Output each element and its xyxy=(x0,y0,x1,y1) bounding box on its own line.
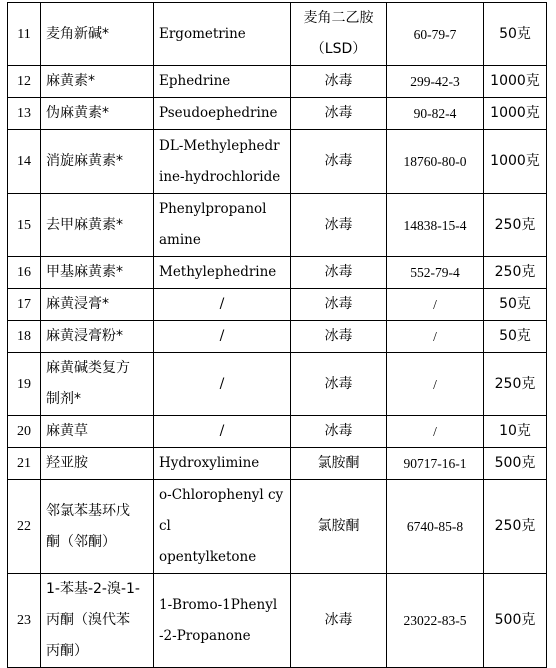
amount-cell: 10克 xyxy=(484,416,547,448)
category-cell xyxy=(291,257,387,289)
chinese-name-cell-line: 羟亚胺 xyxy=(46,455,88,471)
precursor-chemicals-table xyxy=(7,2,547,668)
amount-cell: 50克 xyxy=(484,289,547,321)
chinese-name-cell-line: 麻黄草 xyxy=(46,423,88,439)
table-row xyxy=(8,130,547,194)
table-row xyxy=(8,98,547,130)
chinese-name-cell-line: 邻氯苯基环戊 xyxy=(46,502,130,519)
chinese-name-cell-line: 甲基麻黄素* xyxy=(46,264,123,280)
chinese-name-cell-line: 麻黄素* xyxy=(46,73,95,89)
english-name-cell xyxy=(154,257,291,289)
cas-number-cell: 6740-85-8 xyxy=(387,480,484,574)
chinese-name-cell xyxy=(41,289,154,321)
chinese-name-cell xyxy=(41,130,154,194)
table-row xyxy=(8,448,547,480)
amount-cell: 250克 xyxy=(484,480,547,574)
english-name-cell-line: Ephedrine xyxy=(159,73,231,89)
amount-cell: 250克 xyxy=(484,257,547,289)
category-cell xyxy=(291,416,387,448)
category-cell xyxy=(291,353,387,416)
amount-cell: 1000克 xyxy=(484,130,547,194)
table-row xyxy=(8,416,547,448)
category-cell-line: （LSD） xyxy=(310,41,367,57)
chinese-name-cell-line: 麻黄碱类复方 xyxy=(46,360,130,376)
cas-number-cell: 23022-83-5 xyxy=(387,574,484,668)
row-number-cell: 12 xyxy=(8,66,41,98)
table-row xyxy=(8,321,547,353)
chinese-name-cell-line: 伪麻黄素* xyxy=(46,105,109,121)
category-cell xyxy=(291,480,387,574)
english-name-cell-line: / xyxy=(219,423,225,439)
chinese-name-cell-line: 1-苯基-2-溴-1- xyxy=(46,581,140,597)
category-cell-line: 冰毒 xyxy=(324,73,353,89)
amount-cell: 1000克 xyxy=(484,66,547,98)
english-name-cell-line: cl xyxy=(159,518,171,534)
category-cell-line: 冰毒 xyxy=(324,105,353,121)
table-row xyxy=(8,289,547,321)
chinese-name-cell-line: 丙酮（溴代苯 xyxy=(46,612,130,628)
amount-cell: 250克 xyxy=(484,353,547,416)
category-cell xyxy=(291,289,387,321)
english-name-cell-line: / xyxy=(219,328,225,344)
english-name-cell xyxy=(154,66,291,98)
category-cell xyxy=(291,448,387,480)
amount-cell: 250克 xyxy=(484,194,547,257)
category-cell xyxy=(291,98,387,130)
table-row xyxy=(8,66,547,98)
row-number-cell: 21 xyxy=(8,448,41,480)
chinese-name-cell-line: 消旋麻黄素* xyxy=(46,153,123,169)
cas-number-cell: / xyxy=(387,353,484,416)
english-name-cell-line: o-Chlorophenyl cy xyxy=(159,487,284,503)
chinese-name-cell-line: 麦角新碱* xyxy=(46,25,109,42)
row-number-cell: 13 xyxy=(8,98,41,130)
chinese-name-cell xyxy=(41,448,154,480)
table-row xyxy=(8,257,547,289)
table-body xyxy=(8,3,547,668)
table-row xyxy=(8,574,547,668)
english-name-cell xyxy=(154,353,291,416)
chinese-name-cell xyxy=(41,480,154,574)
cas-number-cell: 299-42-3 xyxy=(387,66,484,98)
category-cell-line: 冰毒 xyxy=(324,423,353,439)
amount-cell: 500克 xyxy=(484,574,547,668)
row-number-cell: 15 xyxy=(8,194,41,257)
row-number-cell: 18 xyxy=(8,321,41,353)
chinese-name-cell-line: 去甲麻黄素* xyxy=(46,216,123,233)
category-cell-line: 冰毒 xyxy=(324,296,353,312)
cas-number-cell: / xyxy=(387,321,484,353)
english-name-cell xyxy=(154,480,291,574)
row-number-cell: 20 xyxy=(8,416,41,448)
table-row xyxy=(8,480,547,574)
english-name-cell-line: Phenylpropanol xyxy=(159,201,267,217)
english-name-cell-line: ine-hydrochloride xyxy=(159,168,281,185)
amount-cell: 1000克 xyxy=(484,98,547,130)
english-name-cell-line: DL-Methylephedr xyxy=(159,137,280,154)
category-cell-line: 麦角二乙胺 xyxy=(303,10,374,26)
english-name-cell-line: Methylephedrine xyxy=(159,264,277,280)
category-cell-line: 氯胺酮 xyxy=(317,518,360,534)
category-cell xyxy=(291,574,387,668)
row-number-cell: 16 xyxy=(8,257,41,289)
english-name-cell-line: / xyxy=(219,296,225,312)
row-number-cell: 17 xyxy=(8,289,41,321)
english-name-cell xyxy=(154,416,291,448)
category-cell-line: 冰毒 xyxy=(324,328,353,344)
table-row xyxy=(8,194,547,257)
english-name-cell-line: -2-Propanone xyxy=(159,627,251,644)
table-row xyxy=(8,353,547,416)
english-name-cell xyxy=(154,448,291,480)
amount-cell: 50克 xyxy=(484,3,547,66)
row-number-cell: 22 xyxy=(8,480,41,574)
chinese-name-cell xyxy=(41,257,154,289)
english-name-cell xyxy=(154,321,291,353)
chinese-name-cell xyxy=(41,321,154,353)
chinese-name-cell xyxy=(41,353,154,416)
category-cell-line: 冰毒 xyxy=(324,264,353,280)
english-name-cell-line: amine xyxy=(159,232,201,248)
row-number-cell: 14 xyxy=(8,130,41,194)
category-cell-line: 冰毒 xyxy=(324,216,353,233)
cas-number-cell: 18760-80-0 xyxy=(387,130,484,194)
english-name-cell-line: Pseudoephedrine xyxy=(159,105,278,121)
english-name-cell xyxy=(154,98,291,130)
row-number-cell: 11 xyxy=(8,3,41,66)
chinese-name-cell xyxy=(41,3,154,66)
chinese-name-cell xyxy=(41,66,154,98)
amount-cell: 500克 xyxy=(484,448,547,480)
chinese-name-cell xyxy=(41,416,154,448)
cas-number-cell: 14838-15-4 xyxy=(387,194,484,257)
english-name-cell-line: / xyxy=(219,375,225,392)
english-name-cell-line: opentylketone xyxy=(159,549,257,565)
chinese-name-cell-line: 麻黄浸膏粉* xyxy=(46,328,123,344)
english-name-cell-line: 1-Bromo-1Phenyl xyxy=(159,596,278,613)
category-cell-line: 氯胺酮 xyxy=(317,455,360,471)
category-cell xyxy=(291,130,387,194)
category-cell-line: 冰毒 xyxy=(324,153,353,169)
english-name-cell xyxy=(154,130,291,194)
row-number-cell: 19 xyxy=(8,353,41,416)
english-name-cell-line: Hydroxylimine xyxy=(159,455,260,471)
chinese-name-cell xyxy=(41,98,154,130)
cas-number-cell: 90717-16-1 xyxy=(387,448,484,480)
table-row xyxy=(8,3,547,66)
cas-number-cell: 60-79-7 xyxy=(387,3,484,66)
cas-number-cell: 552-79-4 xyxy=(387,257,484,289)
chinese-name-cell xyxy=(41,574,154,668)
english-name-cell xyxy=(154,3,291,66)
english-name-cell xyxy=(154,289,291,321)
category-cell xyxy=(291,3,387,66)
chinese-name-cell xyxy=(41,194,154,257)
cas-number-cell: 90-82-4 xyxy=(387,98,484,130)
category-cell xyxy=(291,321,387,353)
chinese-name-cell-line: 制剂* xyxy=(46,391,81,407)
category-cell xyxy=(291,194,387,257)
category-cell xyxy=(291,66,387,98)
chinese-name-cell-line: 酮（邻酮） xyxy=(46,533,116,550)
category-cell-line: 冰毒 xyxy=(324,375,353,392)
chinese-name-cell-line: 丙酮） xyxy=(46,643,88,659)
row-number-cell: 23 xyxy=(8,574,41,668)
english-name-cell xyxy=(154,194,291,257)
english-name-cell xyxy=(154,574,291,668)
english-name-cell-line: Ergometrine xyxy=(159,25,246,42)
amount-cell: 50克 xyxy=(484,321,547,353)
cas-number-cell: / xyxy=(387,289,484,321)
category-cell-line: 冰毒 xyxy=(324,612,353,628)
cas-number-cell: / xyxy=(387,416,484,448)
chinese-name-cell-line: 麻黄浸膏* xyxy=(46,296,109,312)
